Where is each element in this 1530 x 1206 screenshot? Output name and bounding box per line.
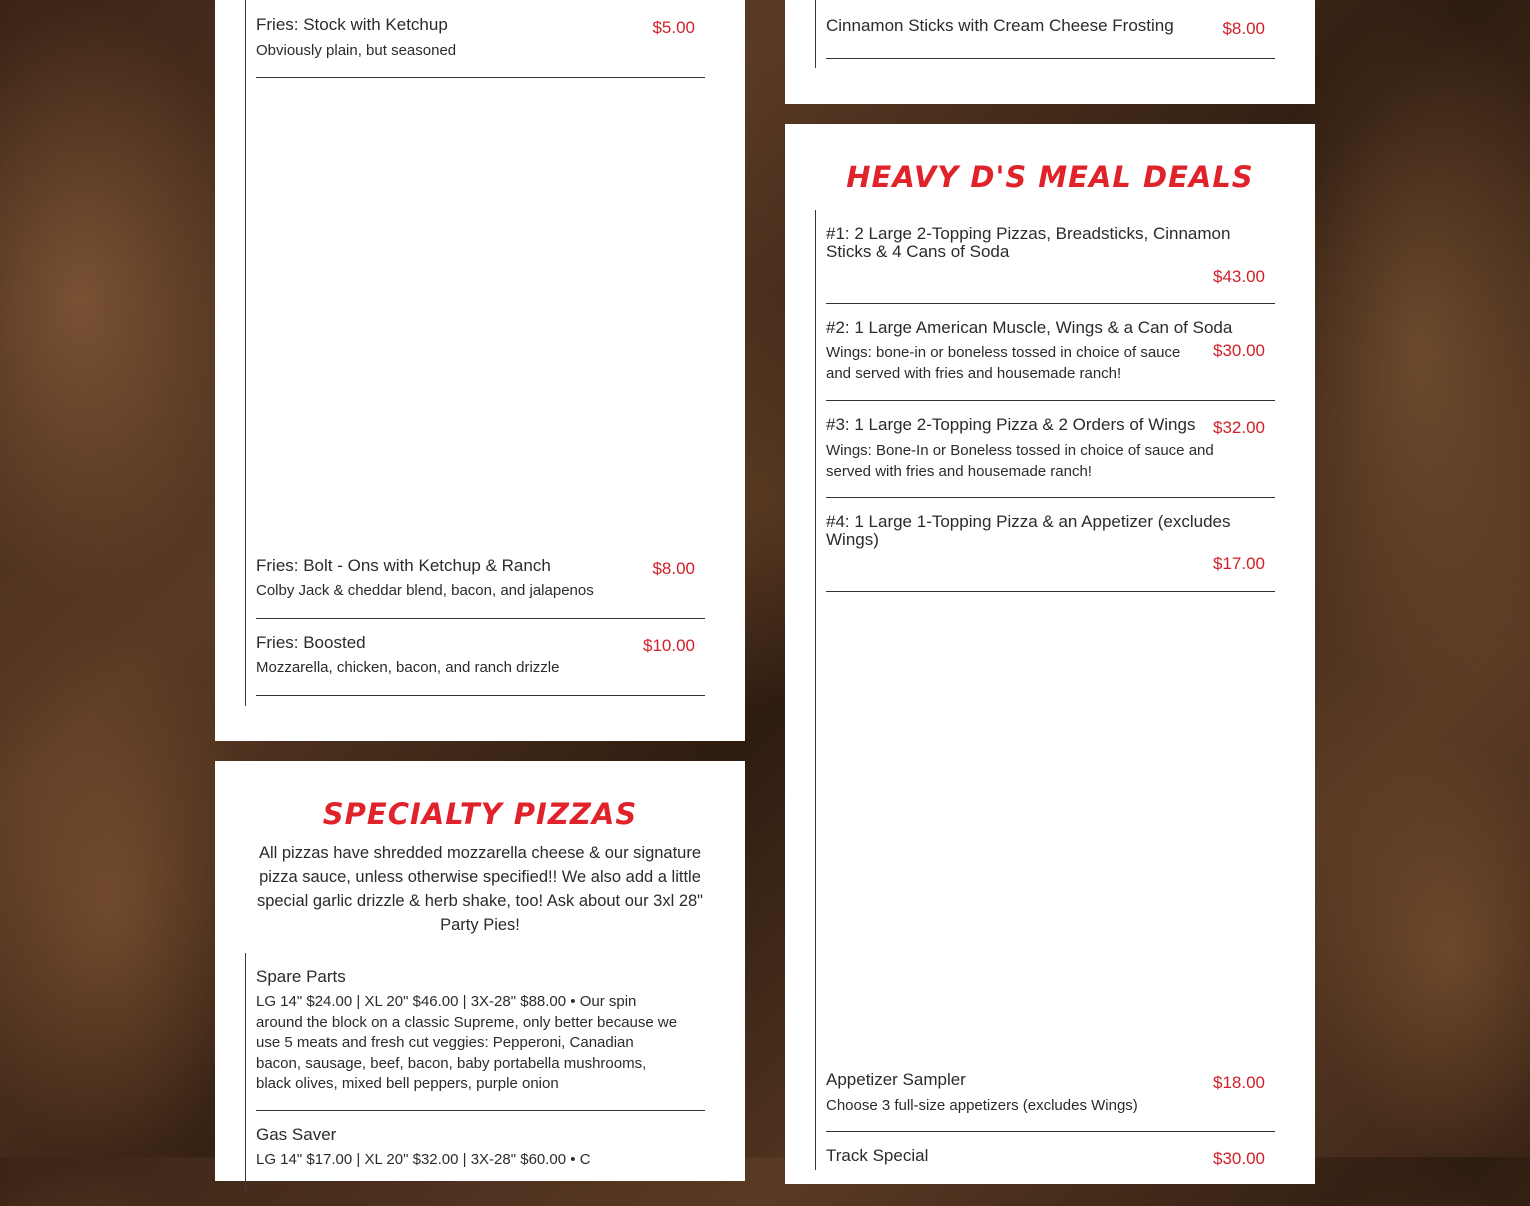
menu-item xyxy=(826,513,1275,592)
item-price: $17.00 xyxy=(1213,554,1265,573)
desserts-menu-panel xyxy=(785,0,1315,104)
menu-item xyxy=(256,557,705,619)
menu-item xyxy=(256,16,705,78)
item-price: $43.00 xyxy=(1213,267,1265,286)
item-description: LG 14" $17.00 | XL 20" $32.00 | 3X-28" $60.00 • C xyxy=(256,1151,591,1168)
item-name: Cinnamon Sticks with Cream Cheese Frosting xyxy=(826,16,1174,35)
item-name: Track Special xyxy=(826,1146,929,1165)
item-description: Obviously plain, but seasoned xyxy=(256,42,457,59)
section-title: HEAVY D'S MEAL DEALS xyxy=(846,160,1254,194)
menu-item xyxy=(256,968,705,1111)
menu-item xyxy=(256,1126,705,1206)
item-description: Choose 3 full-size appetizers (excludes Wings) xyxy=(826,1097,1138,1114)
menu-item xyxy=(826,319,1275,401)
item-name: Gas Saver xyxy=(256,1125,337,1144)
item-name: Appetizer Sampler xyxy=(826,1070,966,1089)
meal-deals-panel xyxy=(785,124,1315,1184)
item-price: $18.00 xyxy=(1213,1073,1265,1092)
item-name: #4: 1 Large 1-Topping Pizza & an Appetizer (excludes Wings) xyxy=(826,512,1231,549)
item-description: Colby Jack & cheddar blend, bacon, and jalapenos xyxy=(256,582,594,599)
item-price: $5.00 xyxy=(652,18,695,37)
fries-menu-panel xyxy=(215,0,745,741)
item-price: $8.00 xyxy=(1222,19,1265,38)
item-description: Wings: bone-in or boneless tossed in choice of sauce and served with fries and housemade ranch! xyxy=(826,344,1181,382)
item-name: Fries: Bolt - Ons with Ketchup & Ranch xyxy=(256,556,551,575)
item-price: $30.00 xyxy=(1213,1149,1265,1168)
item-description: Wings: Bone-In or Boneless tossed in choice of sauce and served with fries and housemade ranch! xyxy=(826,442,1214,480)
item-name: #3: 1 Large 2-Topping Pizza & 2 Orders of Wings xyxy=(826,415,1196,434)
column-divider xyxy=(245,0,246,706)
item-price: $30.00 xyxy=(1213,341,1265,360)
menu-item xyxy=(826,17,1275,59)
menu-item xyxy=(826,225,1275,304)
menu-item xyxy=(826,1071,1275,1132)
column-divider xyxy=(815,0,816,68)
item-price: $8.00 xyxy=(652,559,695,578)
item-name: Fries: Stock with Ketchup xyxy=(256,15,448,34)
item-description: LG 14" $24.00 | XL 20" $46.00 | 3X-28" $88.00 • Our spin around the block on a classic Supreme, only better because we use 5 meats and fresh cut veggies: Pepperoni, Canadian bacon, sausage, beef, bacon, baby portabella mushrooms, black olives, mixed bell peppers, purple onion xyxy=(256,993,678,1092)
item-price: $32.00 xyxy=(1213,418,1265,437)
item-name: #2: 1 Large American Muscle, Wings & a Can of Soda xyxy=(826,318,1233,337)
column-divider xyxy=(815,210,816,1170)
column-divider xyxy=(245,953,246,1193)
item-name: Fries: Boosted xyxy=(256,633,366,652)
section-intro: All pizzas have shredded mozzarella cheese & our signature pizza sauce, unless otherwise specified!! We also add a little special garlic drizzle & herb shake, too! Ask about our 3xl 28" Party Pies! xyxy=(256,844,704,934)
item-name: #1: 2 Large 2-Topping Pizzas, Breadsticks, Cinnamon Sticks & 4 Cans of Soda xyxy=(826,224,1231,261)
menu-item xyxy=(826,416,1275,498)
item-price: $10.00 xyxy=(643,636,695,655)
item-description: Mozzarella, chicken, bacon, and ranch drizzle xyxy=(256,659,560,676)
menu-item xyxy=(256,634,705,696)
section-title: SPECIALTY PIZZAS xyxy=(322,797,638,831)
specialty-pizzas-panel xyxy=(215,761,745,1181)
item-name: Spare Parts xyxy=(256,967,346,986)
menu-item xyxy=(826,1147,1275,1187)
